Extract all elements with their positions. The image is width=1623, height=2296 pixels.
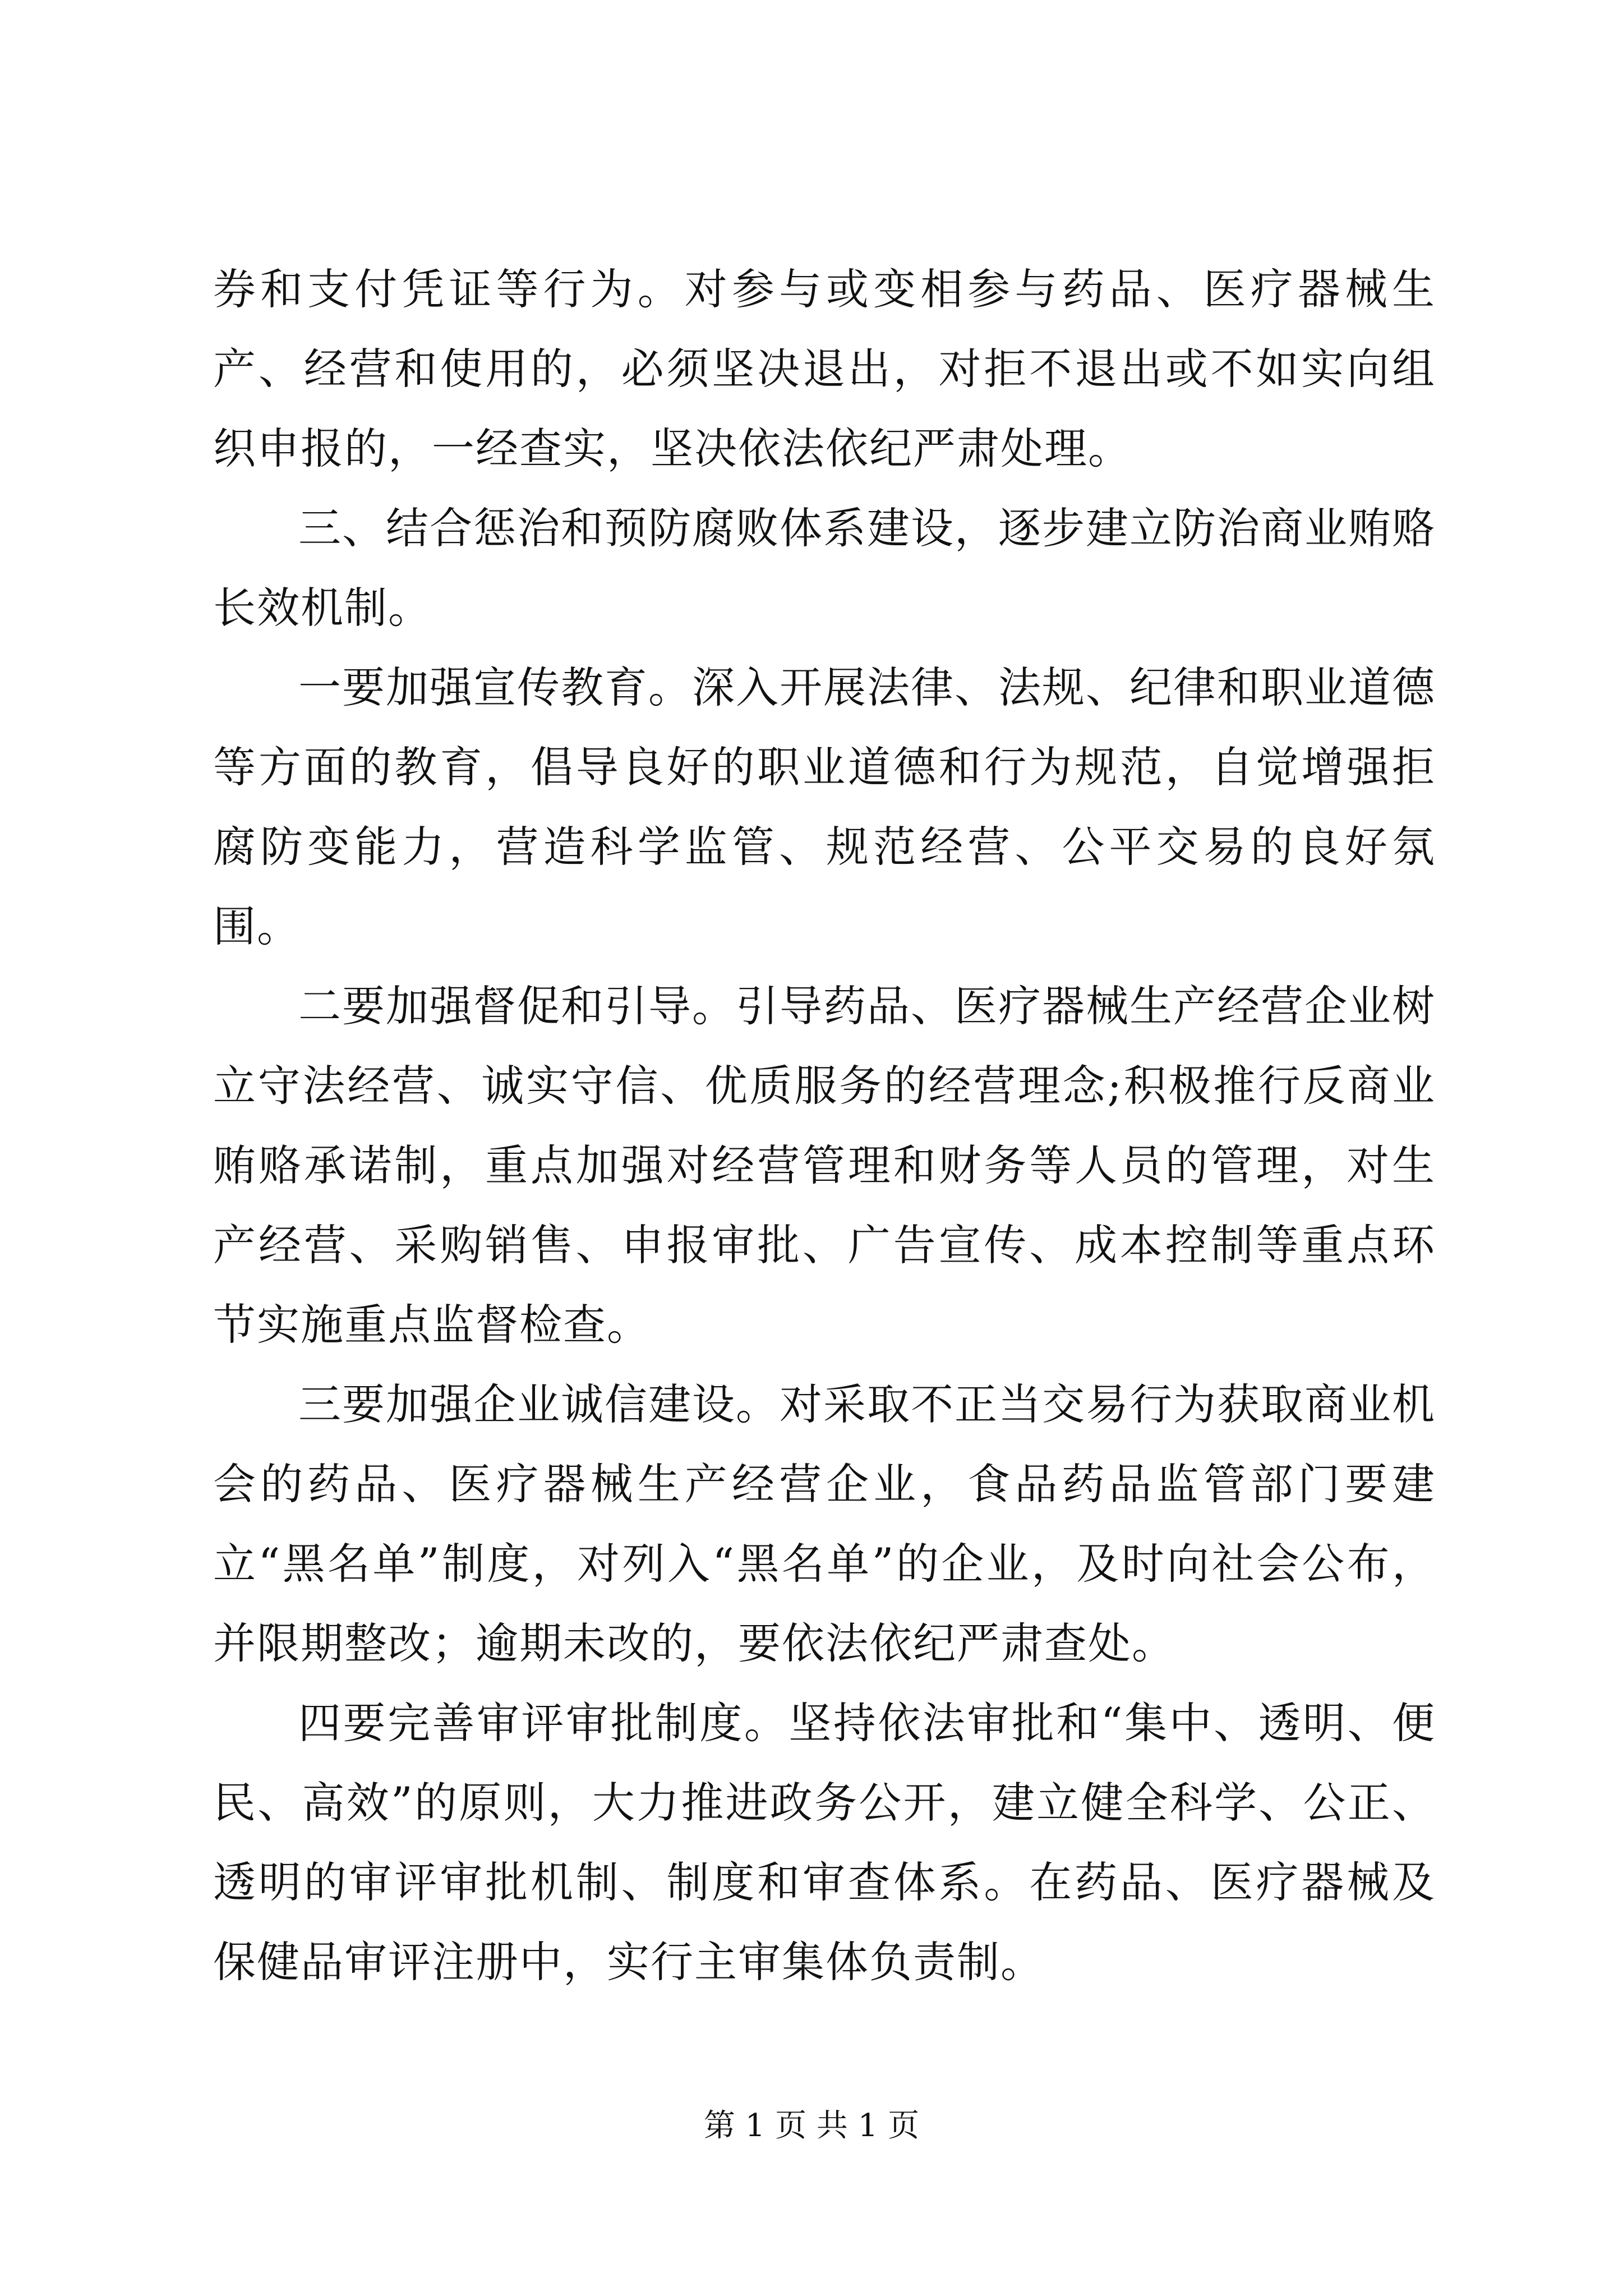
document-body [213, 250, 1436, 2002]
paragraph-item-4: 四要完善审评审批制度。坚持依法审批和“集中、透明、便民、高效”的原则，大力推进政务公开，建立健全科学、公正、透明的审评审批机制、制度和审查体系。在药品、医疗器械及保健品审评注册中，实行主审集体负责制。 [213, 1698, 1436, 1987]
paragraph-item-3: 三要加强企业诚信建设。对采取不正当交易行为获取商业机会的药品、医疗器械生产经营企业，食品药品监管部门要建立“黑名单”制度，对列入“黑名单”的企业，及时向社会公布，并限期整改；逾期未改的，要依法依纪严肃查处。 [213, 1379, 1436, 1668]
paragraph-item-1: 一要加强宣传教育。深入开展法律、法规、纪律和职业道德等方面的教育，倡导良好的职业道德和行为规范，自觉增强拒腐防变能力，营造科学监管、规范经营、公平交易的良好氛围。 [213, 662, 1436, 951]
paragraph-item-2: 二要加强督促和引导。引导药品、医疗器械生产经营企业树立守法经营、诚实守信、优质服务的经营理念;积极推行反商业贿赂承诺制，重点加强对经营管理和财务等人员的管理，对生产经营、采购销售、申报审批、广告宣传、成本控制等重点环节实施重点监督检查。 [213, 981, 1436, 1350]
paragraph-continuation: 券和支付凭证等行为。对参与或变相参与药品、医疗器械生产、经营和使用的，必须坚决退出，对拒不退出或不如实向组织申报的，一经查实，坚决依法依纪严肃处理。 [213, 264, 1436, 473]
page-footer: 第 1 页 共 1 页 [703, 2108, 920, 2144]
section-heading: 三、结合惩治和预防腐败体系建设，逐步建立防治商业贿赂长效机制。 [213, 503, 1436, 633]
